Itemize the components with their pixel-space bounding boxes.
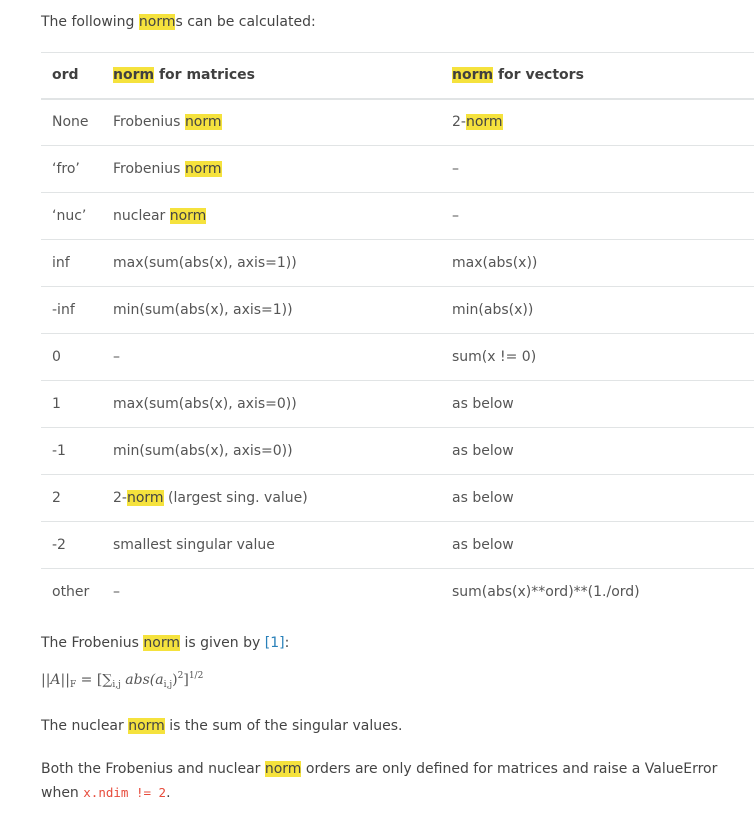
cell-ord: None [52, 114, 89, 131]
cell-text-pre: nuclear [113, 208, 170, 224]
formula-norm: ||A|| [41, 672, 70, 688]
table-row [41, 334, 754, 381]
cell-text-pre: as below [452, 443, 514, 459]
cell-text-pre: – [113, 349, 120, 365]
header-vectors-rest: for vectors [493, 67, 584, 84]
ndim-code: x.ndim != 2 [83, 785, 167, 800]
cell-text-pre: as below [452, 396, 514, 412]
cell-matrix-norm [102, 99, 441, 146]
cell-matrix-norm [102, 569, 441, 616]
cell-text-pre: max(sum(abs(x), axis=1)) [113, 255, 297, 271]
cell-text-pre: 2- [113, 490, 127, 506]
cell-text-pre: max(abs(x)) [452, 255, 538, 271]
table-row [41, 146, 754, 193]
orders-highlight: norm [264, 761, 302, 777]
cell-ord: ‘nuc’ [52, 208, 87, 224]
cell-text-pre: – [113, 584, 120, 601]
intro-after: s can be calculated: [175, 14, 316, 30]
cell-ord: inf [52, 255, 70, 271]
cell-matrix-norm [102, 428, 441, 475]
cell-ord: other [52, 584, 90, 601]
cell-text-pre: – [452, 161, 459, 177]
formula-close: ) [172, 672, 178, 688]
cell-matrix-norm [102, 334, 441, 381]
table-header-row [41, 53, 754, 99]
cell-text-pre: Frobenius [113, 161, 185, 177]
table-row [41, 287, 754, 334]
cell-matrix-norm [102, 146, 441, 193]
cell-matrix-norm [102, 193, 441, 240]
cell-vector-norm [441, 475, 754, 522]
formula-sub-ij: i,j [112, 680, 121, 690]
frobenius-after: : [284, 635, 290, 651]
cell-text-pre: as below [452, 490, 514, 506]
header-matrices-highlight: norm [113, 67, 155, 84]
cell-text-post: (largest sing. value) [163, 490, 308, 506]
frobenius-middle: is given by [180, 635, 265, 651]
orders-before: Both the Frobenius and nuclear [41, 761, 265, 777]
cell-ord: ‘fro’ [52, 161, 80, 177]
table-row [41, 193, 754, 240]
cell-text-pre: min(sum(abs(x), axis=0)) [113, 443, 293, 459]
intro-before: The following [41, 14, 139, 30]
frobenius-before: The Frobenius [41, 635, 144, 651]
cell-vector-norm [441, 522, 754, 569]
intro-text [41, 11, 316, 33]
header-vectors [441, 53, 754, 99]
cell-text-pre: max(sum(abs(x), axis=0)) [113, 396, 297, 412]
cell-text-pre: sum(x != 0) [452, 349, 537, 365]
table-body [41, 99, 754, 616]
cell-ord: -inf [52, 302, 75, 318]
cell-text-pre: Frobenius [113, 114, 185, 131]
cell-ord: 1 [52, 396, 61, 412]
orders-end: . [166, 785, 171, 801]
cell-text-hl: norm [126, 490, 164, 506]
cell-ord: -2 [52, 537, 66, 553]
cell-text-pre: smallest singular value [113, 537, 275, 553]
formula-sup-half: 1/2 [188, 671, 204, 681]
cell-matrix-norm [102, 522, 441, 569]
cell-vector-norm [441, 381, 754, 428]
cell-text-hl: norm [465, 114, 503, 131]
frobenius-highlight: norm [143, 635, 181, 651]
table-row [41, 99, 754, 146]
nuclear-before: The nuclear [41, 718, 129, 734]
header-matrices-rest: for matrices [154, 67, 255, 84]
header-ord: ord [52, 67, 79, 84]
cell-text-hl: norm [169, 208, 207, 224]
table-row [41, 522, 754, 569]
cell-ord: 2 [52, 490, 61, 506]
header-matrices [102, 53, 441, 99]
orders-after: orders are only defined for matrices and raise a ValueError when [41, 761, 718, 801]
formula-sub-ij2: i,j [163, 680, 173, 690]
cell-ord: 0 [52, 349, 61, 365]
cell-matrix-norm [102, 240, 441, 287]
nuclear-paragraph [41, 715, 402, 737]
formula-sub-f: F [69, 680, 77, 690]
cell-ord: -1 [52, 443, 66, 459]
cell-text-pre: min(abs(x)) [452, 302, 534, 318]
cell-vector-norm [441, 569, 754, 616]
norms-table [41, 52, 754, 616]
cell-matrix-norm [102, 287, 441, 334]
cell-text-hl: norm [184, 114, 222, 131]
formula-sup-2: 2 [177, 671, 184, 681]
nuclear-after: is the sum of the singular values. [164, 718, 403, 734]
cell-text-pre: sum(abs(x)**ord)**(1./ord) [452, 584, 640, 601]
frobenius-paragraph [41, 632, 289, 654]
cell-text-hl: norm [184, 161, 222, 177]
cell-vector-norm [441, 146, 754, 193]
formula-bracket: ] [183, 672, 189, 688]
cell-text-pre: – [452, 208, 459, 224]
header-vectors-highlight: norm [452, 67, 494, 84]
cell-vector-norm [441, 240, 754, 287]
table-row [41, 569, 754, 616]
cell-text-pre: min(sum(abs(x), axis=1)) [113, 302, 293, 318]
orders-paragraph [41, 757, 741, 805]
cell-vector-norm [441, 428, 754, 475]
formula-eq: = [∑ [76, 672, 113, 688]
cell-vector-norm [441, 99, 754, 146]
frobenius-formula [41, 671, 203, 690]
cell-text-pre: 2- [452, 114, 466, 131]
formula-body: abs(a [120, 672, 164, 688]
intro-highlight: norm [138, 14, 176, 30]
table-row [41, 475, 754, 522]
cell-vector-norm [441, 287, 754, 334]
nuclear-highlight: norm [128, 718, 165, 734]
table-row [41, 381, 754, 428]
reference-link[interactable]: [1] [264, 635, 285, 651]
table-row [41, 428, 754, 475]
cell-vector-norm [441, 334, 754, 381]
table-row [41, 240, 754, 287]
cell-matrix-norm [102, 475, 441, 522]
cell-text-pre: as below [452, 537, 514, 553]
cell-matrix-norm [102, 381, 441, 428]
cell-vector-norm [441, 193, 754, 240]
